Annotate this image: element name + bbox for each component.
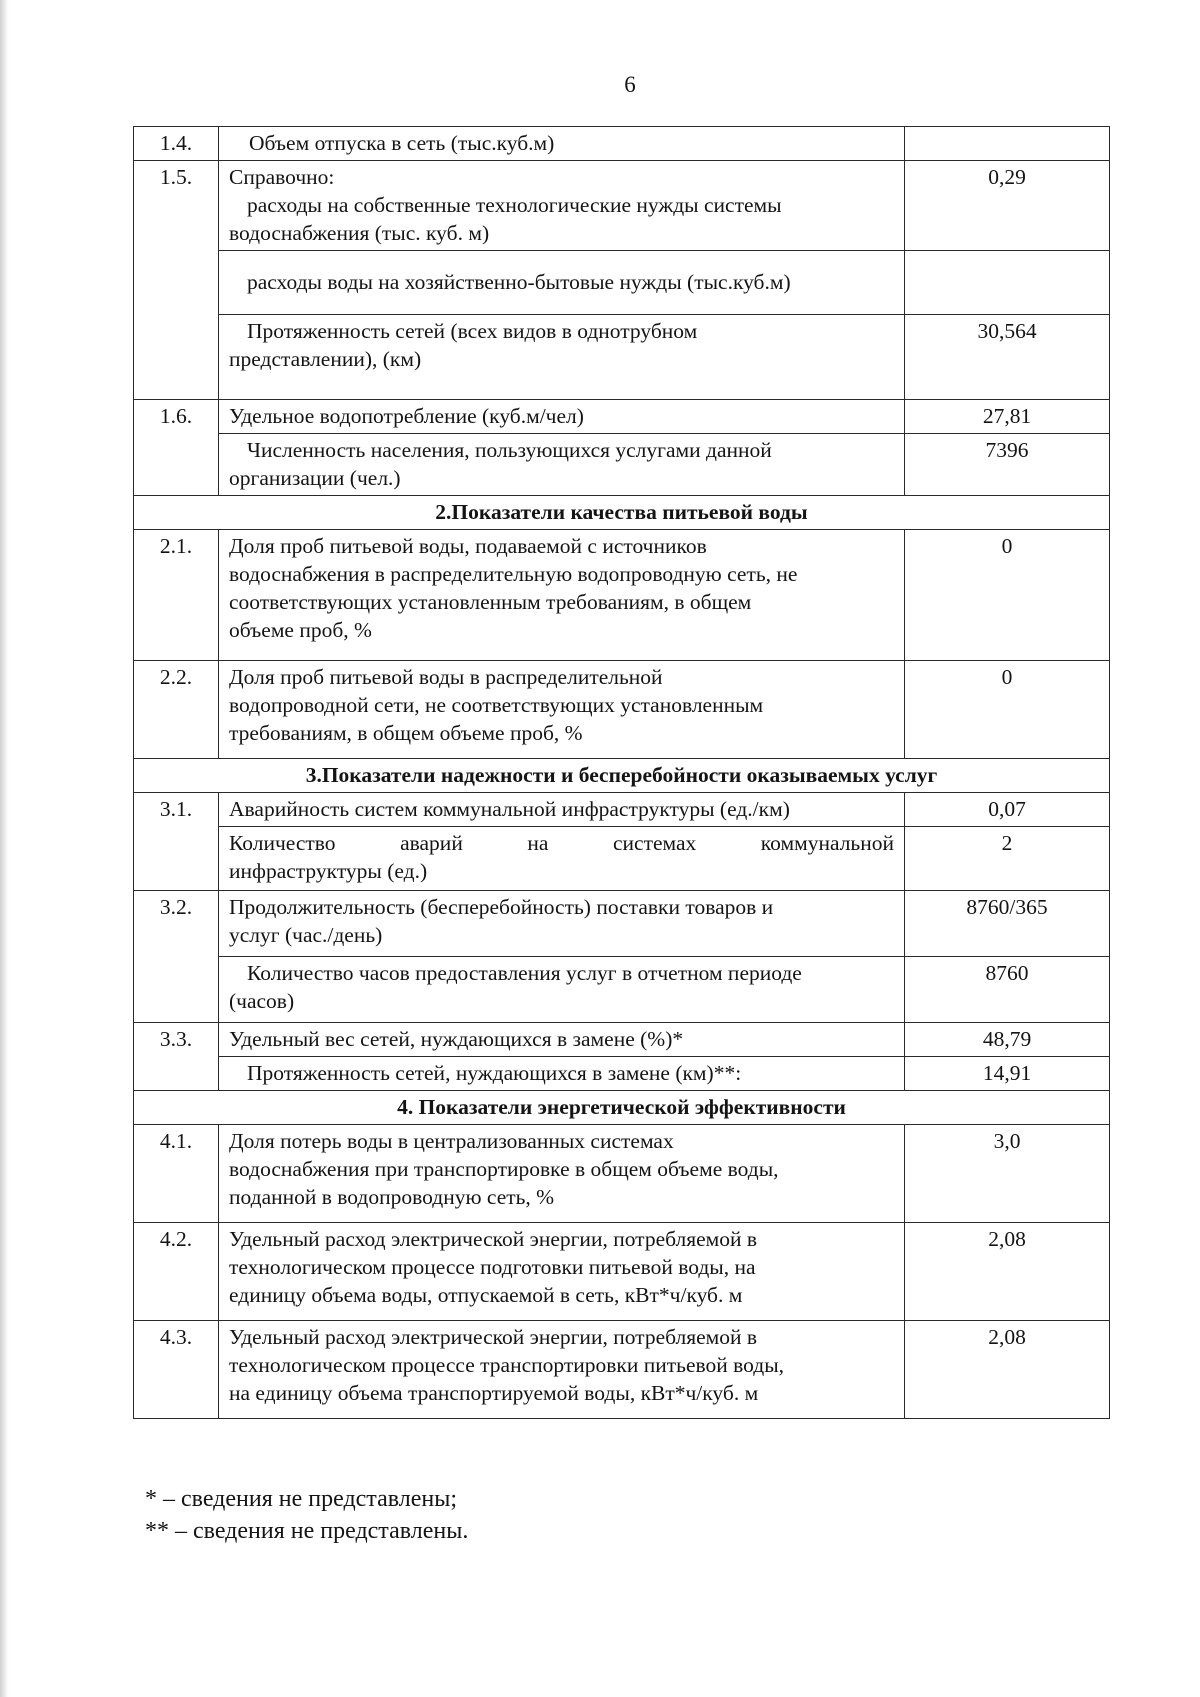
row-heading: Справочно: (229, 165, 335, 189)
row-number: 2.2. (134, 661, 219, 759)
table-row-3-3-length (134, 1057, 1110, 1091)
row-line: Протяженность сетей (всех видов в однотрубном (247, 319, 698, 343)
row-description (219, 1223, 905, 1321)
row-line: на единицу объема транспортируемой воды, кВт*ч/куб. м (229, 1381, 759, 1405)
row-description (219, 661, 905, 759)
row-line: Доля проб питьевой воды в распределительной (229, 665, 663, 689)
row-value: 8760 (905, 957, 1110, 1023)
table-row-4-2 (134, 1223, 1110, 1321)
row-number: 3.3. (134, 1023, 219, 1091)
row-line: Удельный расход электрической энергии, потребляемой в (229, 1325, 758, 1349)
section-2-title: 2.Показатели качества питьевой воды (134, 496, 1110, 530)
section-header-row (134, 759, 1110, 793)
row-line: представлении), (км) (229, 347, 422, 371)
row-line: Доля проб питьевой воды, подаваемой с источников (229, 534, 707, 558)
row-number: 4.1. (134, 1125, 219, 1223)
table-row-1-5 (134, 161, 1110, 251)
table-row-4-3 (134, 1321, 1110, 1419)
row-value: 0 (905, 661, 1110, 759)
row-line: Количество аварий на системах коммунальной (229, 831, 894, 855)
table-row-3-2 (134, 891, 1110, 957)
table-row-3-3 (134, 1023, 1110, 1057)
row-value: 2,08 (905, 1321, 1110, 1419)
row-description: Протяженность сетей, нуждающихся в замене (км)**: (219, 1057, 905, 1091)
row-description: Удельное водопотребление (куб.м/чел) (219, 400, 905, 434)
row-value: 0 (905, 530, 1110, 661)
table-row-1-6-population (134, 434, 1110, 496)
row-line: единицу объема воды, отпускаемой в сеть, кВт*ч/куб. м (229, 1283, 743, 1307)
scan-edge-shadow (0, 0, 9, 1697)
section-header-row (134, 1091, 1110, 1125)
row-value: 2,08 (905, 1223, 1110, 1321)
row-description (219, 1125, 905, 1223)
table-row-1-6 (134, 400, 1110, 434)
footnotes (145, 1483, 468, 1547)
row-line: Доля потерь воды в централизованных системах (229, 1129, 674, 1153)
row-line: поданной в водопроводную сеть, % (229, 1185, 555, 1209)
row-description (219, 957, 905, 1023)
row-description (219, 530, 905, 661)
row-description (219, 891, 905, 957)
row-description: Аварийность систем коммунальной инфраструктуры (ед./км) (219, 793, 905, 827)
row-line: объеме проб, % (229, 618, 372, 642)
row-value: 2 (905, 827, 1110, 891)
row-value: 0,07 (905, 793, 1110, 827)
row-number: 1.6. (134, 400, 219, 496)
row-number: 3.2. (134, 891, 219, 1023)
table-row-3-1 (134, 793, 1110, 827)
row-value: 3,0 (905, 1125, 1110, 1223)
row-value: 8760/365 (905, 891, 1110, 957)
row-line: организации (чел.) (229, 466, 401, 490)
row-line: Продолжительность (бесперебойность) поставки товаров и (229, 895, 774, 919)
row-value (905, 127, 1110, 161)
row-line: соответствующих установленным требованиям, в общем (229, 590, 752, 614)
row-line: технологическом процессе транспортировки питьевой воды, (229, 1353, 785, 1377)
table-row-1-5-household (134, 251, 1110, 315)
row-line: инфраструктуры (ед.) (229, 859, 428, 883)
row-number: 4.2. (134, 1223, 219, 1321)
row-value: 48,79 (905, 1023, 1110, 1057)
row-value (905, 251, 1110, 315)
row-line: водопроводной сети, не соответствующих установленным (229, 693, 764, 717)
table-row-3-2-hours (134, 957, 1110, 1023)
row-line: (часов) (229, 989, 295, 1013)
row-line: водоснабжения при транспортировке в общем объеме воды, (229, 1157, 779, 1181)
page-number: 6 (624, 72, 636, 97)
row-description (219, 434, 905, 496)
row-number: 2.1. (134, 530, 219, 661)
row-line: услуг (час./день) (229, 923, 383, 947)
row-value: 14,91 (905, 1057, 1110, 1091)
row-description: Удельный вес сетей, нуждающихся в замене (%)* (219, 1023, 905, 1057)
footnote-1: * – сведения не представлены; (145, 1486, 458, 1512)
table-row-1-5-network-length (134, 315, 1110, 400)
row-line: расходы на собственные технологические нужды системы (247, 193, 782, 217)
indicators-table (133, 126, 1110, 1419)
section-4-title: 4. Показатели энергетической эффективности (134, 1091, 1110, 1125)
row-description (219, 1321, 905, 1419)
row-description (219, 315, 905, 400)
row-number: 3.1. (134, 793, 219, 891)
row-line: водоснабжения в распределительную водопроводную сеть, не (229, 562, 798, 586)
row-description: расходы воды на хозяйственно-бытовые нужды (тыс.куб.м) (219, 251, 905, 315)
row-line: требованиям, в общем объеме проб, % (229, 721, 583, 745)
row-number: 4.3. (134, 1321, 219, 1419)
row-value: 30,564 (905, 315, 1110, 400)
row-line: Численность населения, пользующихся услугами данной (247, 438, 772, 462)
row-number: 1.5. (134, 161, 219, 400)
section-header-row (134, 496, 1110, 530)
table-row-3-1-accidents (134, 827, 1110, 891)
row-line: Удельный расход электрической энергии, потребляемой в (229, 1227, 758, 1251)
table-row-2-1 (134, 530, 1110, 661)
table-row-2-2 (134, 661, 1110, 759)
row-line: Количество часов предоставления услуг в отчетном периоде (247, 961, 802, 985)
table-row-1-4 (134, 127, 1110, 161)
footnote-2: ** – сведения не представлены. (145, 1518, 469, 1544)
row-description: Объем отпуска в сеть (тыс.куб.м) (219, 127, 905, 161)
section-3-title: 3.Показатели надежности и бесперебойности оказываемых услуг (134, 759, 1110, 793)
row-number: 1.4. (134, 127, 219, 161)
row-description (219, 827, 905, 891)
row-line: технологическом процессе подготовки питьевой воды, на (229, 1255, 756, 1279)
row-value: 7396 (905, 434, 1110, 496)
row-value: 0,29 (905, 161, 1110, 251)
row-line: водоснабжения (тыс. куб. м) (229, 221, 490, 245)
table-row-4-1 (134, 1125, 1110, 1223)
row-value: 27,81 (905, 400, 1110, 434)
row-description (219, 161, 905, 251)
